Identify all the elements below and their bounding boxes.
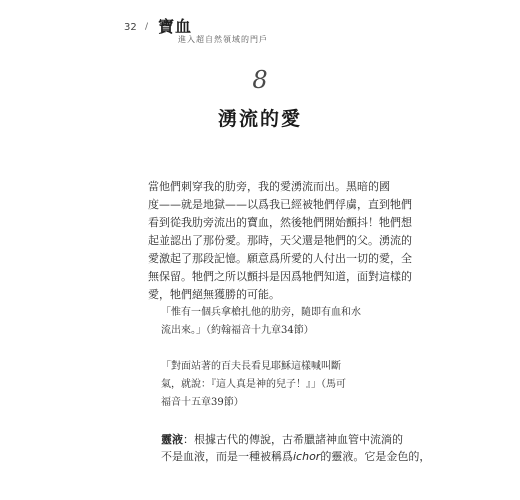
note-line-1 (161, 431, 403, 448)
paragraph-line: 無保留。牠們之所以顫抖是因爲牠們知道，面對這樣的 (148, 270, 412, 283)
quote-line: 「惟有一個兵拿槍扎他的肋旁，隨即有血和水 (161, 307, 361, 318)
paragraph-line: 當他們刺穿我的肋旁，我的愛湧流而出。黑暗的國 (148, 180, 390, 193)
chapter-number: 8 (252, 66, 268, 94)
ichor-note (161, 431, 431, 465)
paragraph-line: 度——就是地獄——以爲我已經被牠們俘虜，直到牠們 (148, 198, 412, 211)
chapter-title: 湧流的愛 (217, 108, 302, 130)
quote-line: 「對面站著的百夫長看見耶穌這樣喊叫斷 (161, 361, 341, 372)
note-text: ：根據古代的傳說，古希臘諸神血管中流淌的 (183, 433, 403, 446)
quote-line: 流出來。」（約翰福音十九章34節） (161, 325, 314, 336)
paragraph-line: 看到從我肋旁流出的寶血，然後牠們開始顫抖！牠們想 (148, 216, 412, 229)
page-separator: / (145, 22, 149, 32)
quote-line: 福音十五章39節） (161, 397, 244, 408)
paragraph-line: 起並認出了那份愛。那時，天父還是牠們的父。湧流的 (148, 234, 412, 247)
note-text: 的靈液。它是金色的， (320, 450, 431, 463)
book-title: 寶血 (158, 17, 193, 36)
quote-line: 氣，就說：『這人真是神的兒子！』」（馬可 (161, 379, 346, 390)
ichor-word: ichor (293, 450, 321, 463)
note-line-2 (161, 448, 431, 465)
running-header (124, 18, 384, 48)
paragraph-line: 愛激起了那段記憶。願意爲所愛的人付出一切的愛，全 (148, 252, 412, 265)
scripture-quote-john (161, 304, 381, 340)
note-text: 不是血液，而是一種被稱爲 (161, 450, 293, 463)
paragraph-line: 愛，牠們絕無獲勝的可能。 (148, 288, 280, 301)
page-number: 32 (124, 22, 137, 33)
scripture-quote-mark (161, 358, 381, 412)
book-subtitle: 進入超自然領域的門戶 (178, 35, 268, 44)
main-paragraph (148, 178, 412, 304)
note-term: 靈液 (161, 433, 183, 446)
